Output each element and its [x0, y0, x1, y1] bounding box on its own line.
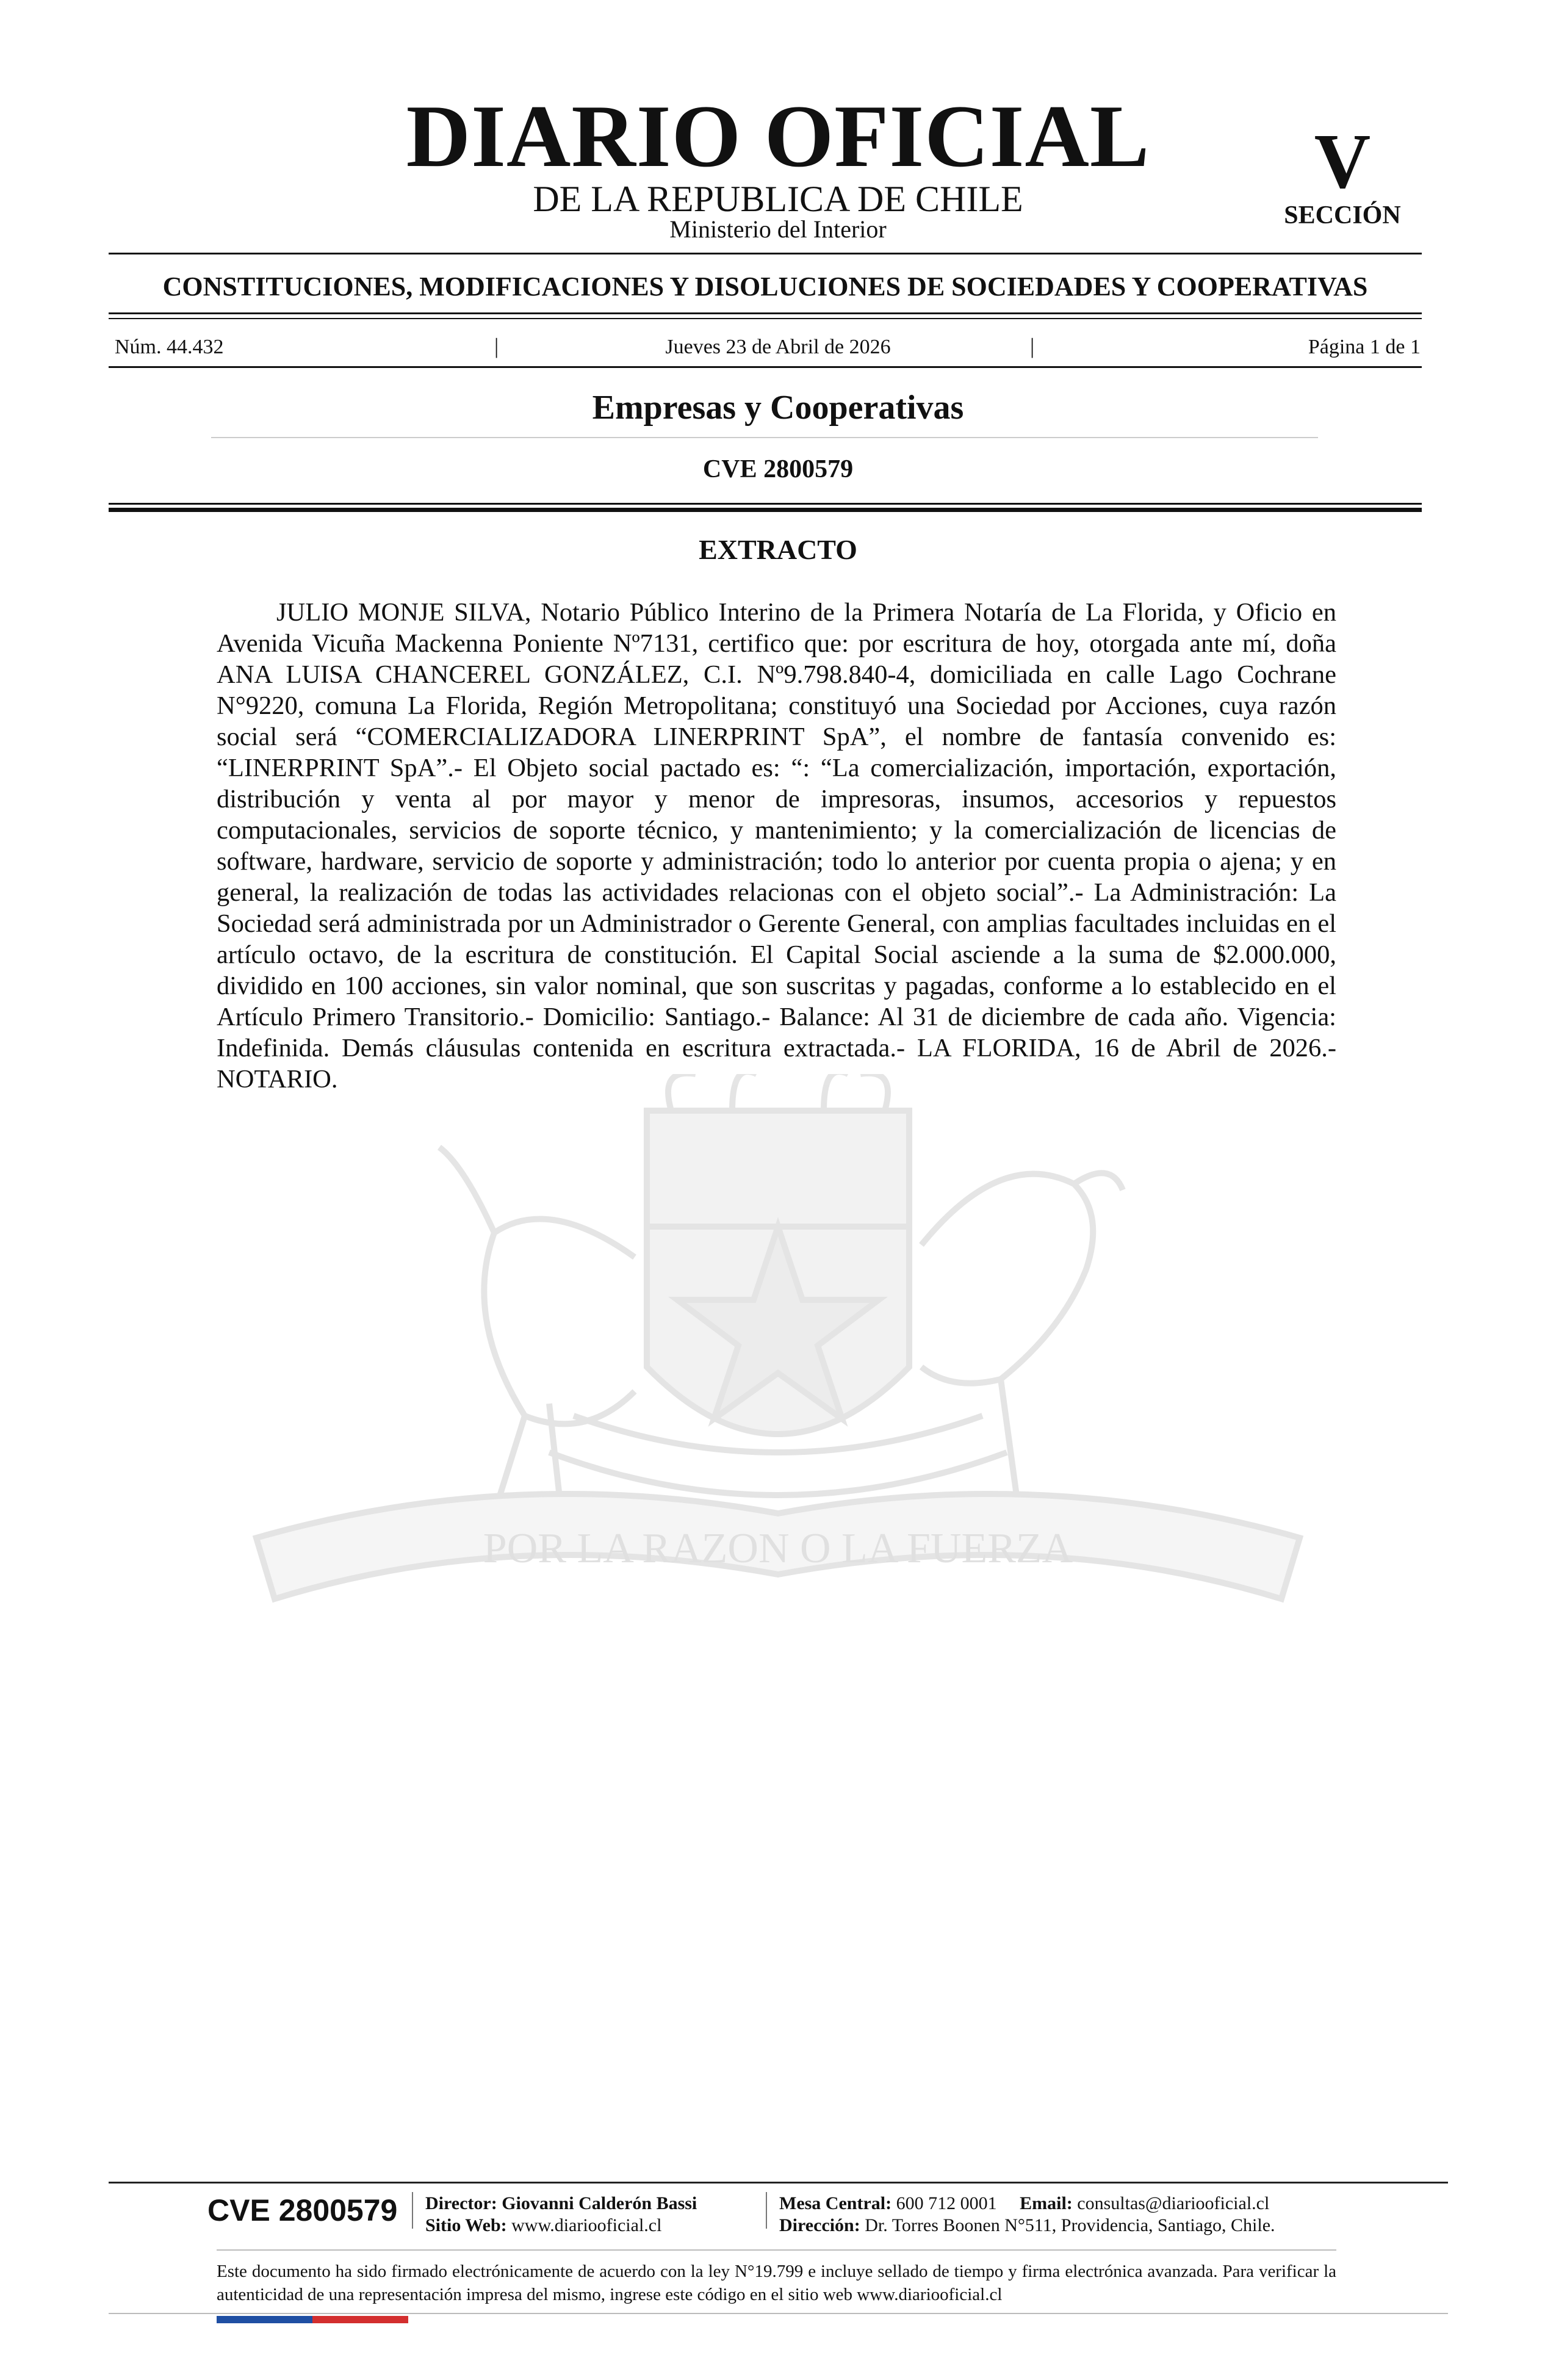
cve-rule-top: [109, 503, 1422, 505]
extract-body: JULIO MONJE SILVA, Notario Público Interino de la Primera Notaría de La Florida, y Oficio en Avenida Vicuña Mackenna Poniente Nº7131, certifico que: por escritura de hoy, otorgada ante mí, doña ANA LUISA CHANCEREL GONZÁLEZ, C.I. Nº9.798.840-4, domiciliada en calle Lago Cochrane N°9220, comuna La Florida, Región Metropolitana; constituyó una Sociedad por Acciones, cuya razón social será “COMERCIALIZADORA LINERPRINT SpA”, el nombre de fantasía convenido es: “LINERPRINT SpA”.- El Objeto social pactado es: “: “La comercialización, importación, exportación, distribución y venta al por mayor y menor de impresoras, insumos, accesorios y repuestos computacionales, servicios de soporte técnico, y mantenimiento; y la comercialización de licencias de software, hardware, servicio de soporte y administración; todo lo anterior por cuenta propia o ajena; y en general, la realización de todas las actividades relacionas con el objeto social”.- La Administración: La Sociedad será administrada por un Administrador o Gerente General, con amplias facultades incluidas en el artículo octavo, de la escritura de constitución. El Capital Social asciende a la suma de $2.000.000, dividido en 100 acciones, sin valor nominal, que son suscritas y pagadas, conforme a lo establecido en el Artículo Primero Transitorio.- Domicilio: Santiago.- Balance: Al 31 de diciembre de cada año. Vigencia: Indefinida. Demás cláusulas contenida en escritura extractada.- LA FLORIDA, 16 de Abril de 2026.- NOTARIO.: [217, 598, 1336, 1094]
extract-heading: EXTRACTO: [699, 534, 857, 565]
issue-date: Jueves 23 de Abril de 2026: [665, 336, 891, 358]
cve-rule-bottom: [109, 508, 1422, 512]
issue-separator: |: [494, 334, 499, 358]
issue-separator: |: [1030, 334, 1035, 358]
footer-email-label: Email:: [1020, 2193, 1073, 2213]
category-title: Empresas y Cooperativas: [592, 389, 964, 427]
footer-legal-notice: Este documento ha sido firmado electrónicamente de acuerdo con la ley N°19.799 e incluye sellado de tiempo y firma electrónica avanzada. Para verificar la autenticidad de una representación impresa del mismo, ingrese este código en el sitio web www.diariooficial.cl: [217, 2262, 1336, 2304]
watermark-motto: POR LA RAZON O LA FUERZA: [483, 1525, 1073, 1572]
footer-address: [779, 2216, 1275, 2235]
footer-rule: [109, 2182, 1448, 2183]
footer-bottom-rule: [109, 2313, 1448, 2314]
section-word: SECCIÓN: [1284, 201, 1401, 229]
section-rule-top: [109, 312, 1422, 314]
flag-stripe-red: [312, 2316, 408, 2323]
footer-divider: [766, 2192, 767, 2229]
cve-code: CVE 2800579: [702, 455, 854, 483]
masthead-rule: [109, 253, 1422, 254]
footer-address-text: Dr. Torres Boonen N°511, Providencia, Santiago, Chile.: [865, 2215, 1275, 2235]
footer-mesa-label: Mesa Central:: [779, 2193, 892, 2213]
footer-cve-code: CVE 2800579: [207, 2193, 398, 2227]
category-rule: [211, 437, 1318, 438]
section-rule-bottom: [109, 318, 1422, 319]
coat-of-arms-watermark-icon: [207, 1074, 1349, 1660]
footer-legal-rule: [217, 2249, 1336, 2251]
footer-email-link[interactable]: consultas@diariooficial.cl: [1077, 2193, 1270, 2213]
masthead-subtitle: DE LA REPUBLICA DE CHILE: [533, 179, 1023, 219]
masthead-ministry: Ministerio del Interior: [669, 215, 887, 243]
footer-mesa-phone: 600 712 0001: [896, 2193, 997, 2213]
footer-website: [425, 2216, 661, 2235]
footer-director: [425, 2194, 697, 2213]
issue-page: Página 1 de 1: [1308, 336, 1421, 358]
footer-divider: [412, 2192, 413, 2229]
footer-web-label: Sitio Web:: [425, 2215, 507, 2235]
section-letter: V: [1314, 118, 1371, 204]
footer-director-name: Giovanni Calderón Bassi: [502, 2193, 697, 2213]
footer-director-label: Director:: [425, 2193, 497, 2213]
masthead-title: DIARIO OFICIAL: [406, 87, 1150, 186]
footer-contact: [779, 2194, 1269, 2213]
flag-stripe-blue: [217, 2316, 312, 2323]
footer-web-link[interactable]: www.diariooficial.cl: [511, 2215, 662, 2235]
footer-address-label: Dirección:: [779, 2215, 860, 2235]
issue-number: Núm. 44.432: [115, 336, 224, 358]
issue-rule: [109, 366, 1422, 368]
section-title: CONSTITUCIONES, MODIFICACIONES Y DISOLUCIONES DE SOCIEDADES Y COOPERATIVAS: [162, 272, 1368, 301]
